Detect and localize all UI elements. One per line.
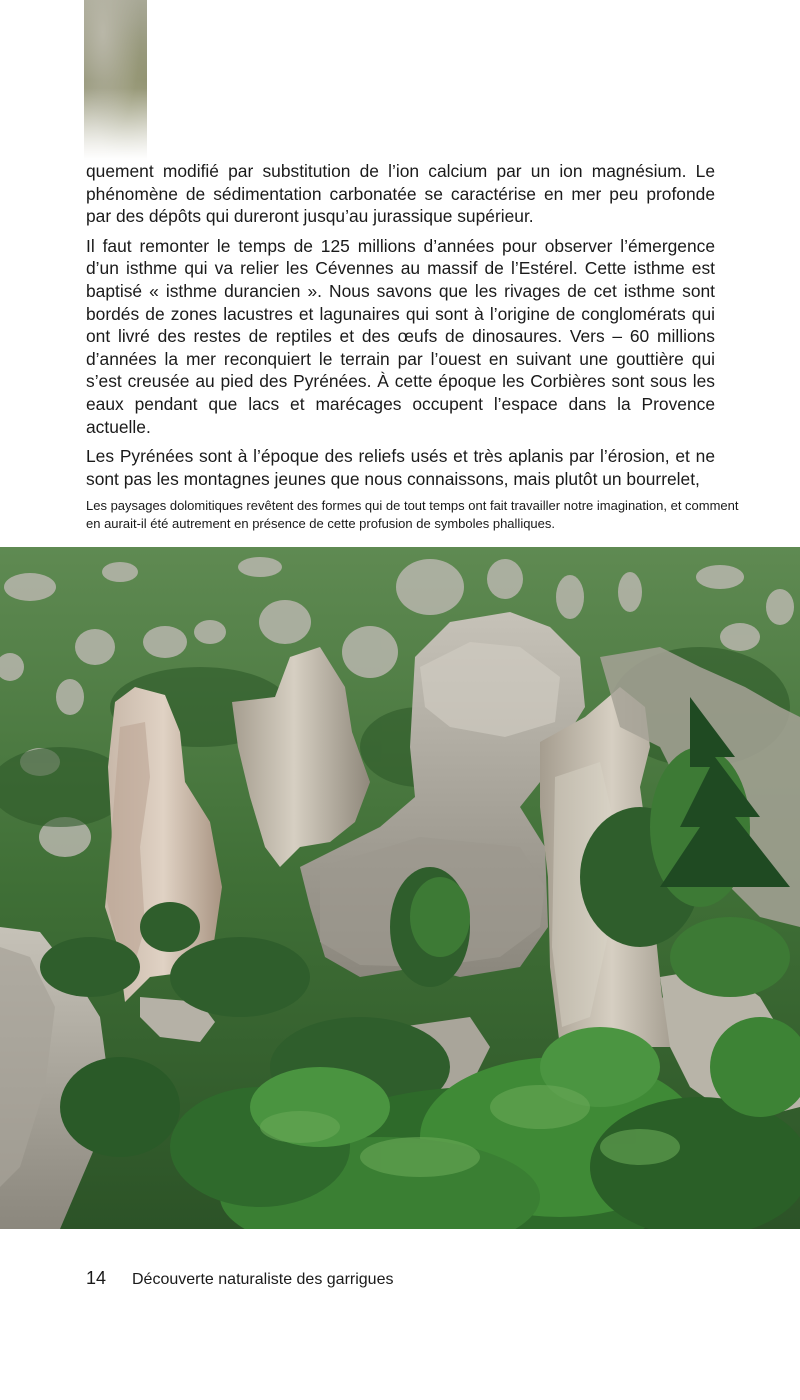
body-text <box>86 160 715 497</box>
top-photo-strip <box>84 0 147 160</box>
figure-caption: Les paysages dolomitiques revêtent des formes qui de tout temps ont fait travailler notre imagination, et comment en aurait-il été autrement en présence de cette profusion de symboles phalliques. <box>86 498 739 531</box>
dolomite-landscape-illustration <box>0 547 800 1229</box>
paragraph-2: Il faut remonter le temps de 125 millions d’années pour observer l’émergence d’un isthme qui va relier les Cévennes au massif de l’Estérel. Cette isthme est baptisé « isthme durancien ». Nous savons que les rivages de cet isthme sont bordés de zones lacustres et lagunaires qui sont à l’origine de conglomérats qui ont livré des restes de reptiles et des œufs de dinosaures. Vers – 60 millions d’années la mer reconquiert le terrain par l’ouest en suivant une gouttière qui s’est creusée au pied des Pyrénées. À cette époque les Corbières sont sous les eaux pendant que lacs et marécages occupent l’espace dans la Provence actuelle. <box>86 235 715 437</box>
dolomite-landscape-photo <box>0 547 800 1229</box>
paragraph-3: Les Pyrénées sont à l’époque des reliefs usés et très aplanis par l’érosion, et ne sont pas les montagnes jeunes que nous connaissons, mais plutôt un bourrelet, <box>86 446 715 489</box>
page-number: 14 <box>86 1268 107 1288</box>
running-title: Découverte naturaliste des garrigues <box>132 1271 394 1288</box>
page-footer <box>86 1268 393 1292</box>
paragraph-1: quement modifié par substitution de l’ion calcium par un ion magnésium. Le phénomène de sédimentation carbonatée se caractérise en mer peu profonde par des dépôts qui dureront jusqu’au jurassique supérieur. <box>86 161 715 227</box>
